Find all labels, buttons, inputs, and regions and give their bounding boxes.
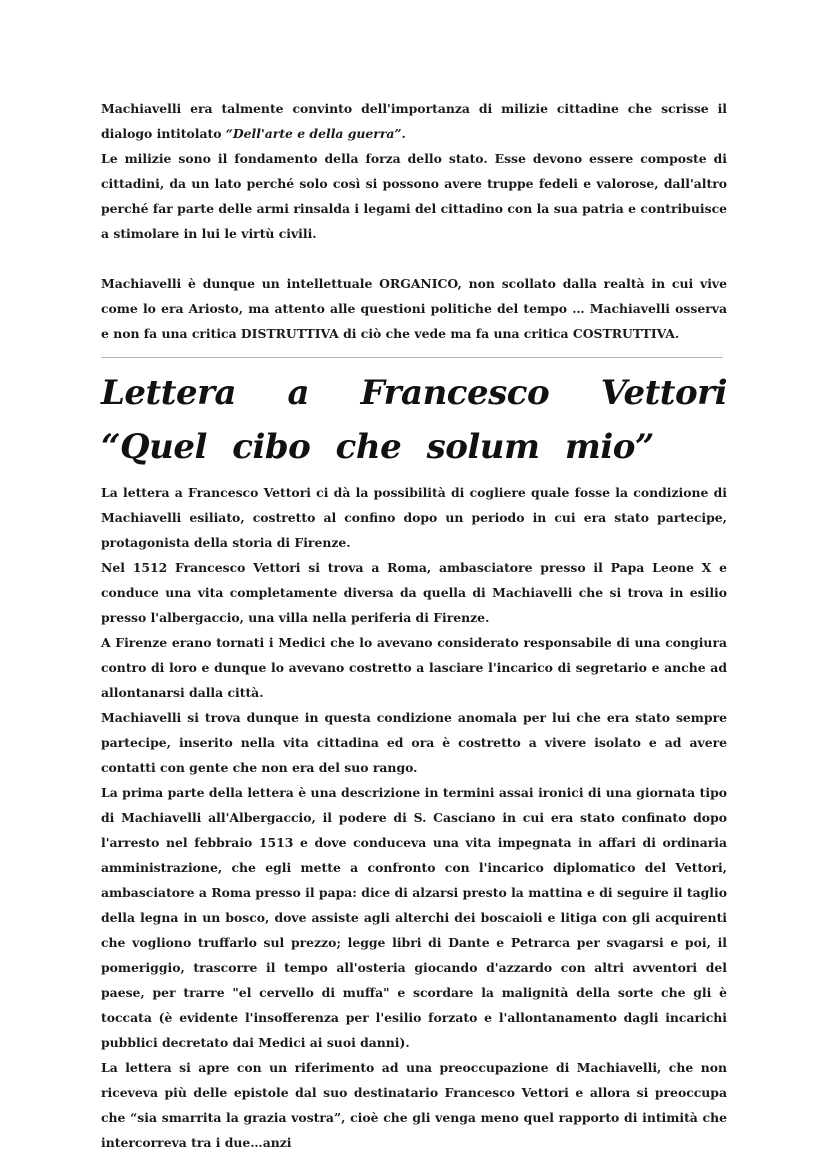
paragraph-spacer	[101, 246, 727, 271]
section-paragraph: Nel 1512 Francesco Vettori si trova a Roma, ambasciatore presso il Papa Leone X e conduce una vita completamente diversa da quella di Machiavelli che si trova in esilio presso l'albergaccio, una villa nella periferia di Firenze.	[101, 560, 727, 625]
section-body	[101, 480, 727, 1155]
section-title: Lettera a Francesco Vettori “Quel cibo che solum mio”	[101, 373, 727, 467]
intro-paragraph-1-text: Machiavelli era talmente convinto dell'importanza di milizie cittadine che scrisse il dialogo intitolato	[101, 101, 727, 141]
document-page	[101, 96, 727, 1155]
intro-paragraph-2: Le milizie sono il fondamento della forza dello stato. Esse devono essere composte di cittadini, da un lato perché solo così si possono avere truppe fedeli e valorose, dall'altro perché far parte delle armi rinsalda i legami del cittadino con la sua patria e contribuisce a stimolare in lui le virtù civili.	[101, 151, 727, 241]
intro-paragraph-1	[101, 96, 727, 146]
section-paragraph: La lettera a Francesco Vettori ci dà la possibilità di cogliere quale fosse la condizione di Machiavelli esiliato, costretto al confino dopo un periodo in cui era stato partecipe, protagonista della storia di Firenze.	[101, 485, 727, 550]
intro-paragraph-3: Machiavelli è dunque un intellettuale ORGANICO, non scollato dalla realtà in cui vive come lo era Ariosto, ma attento alle questioni politiche del tempo … Machiavelli osserva e non fa una critica DISTRUTTIVA di ciò che vede ma fa una critica COSTRUTTIVA.	[101, 276, 727, 341]
section-paragraph: Machiavelli si trova dunque in questa condizione anomala per lui che era stato sempre partecipe, inserito nella vita cittadina ed ora è costretto a vivere isolato e ad avere contatti con gente che non era del suo rango.	[101, 710, 727, 775]
dialogue-title: “Dell'arte e della guerra”.	[225, 126, 406, 141]
section-paragraph: La lettera si apre con un riferimento ad una preoccupazione di Machiavelli, che non riceveva più delle epistole dal suo destinatario Francesco Vettori e allora si preoccupa che “sia smarrita la grazia vostra”, cioè che gli venga meno quel rapporto di intimità che intercorreva tra i due…anzi	[101, 1060, 727, 1150]
section-paragraph: A Firenze erano tornati i Medici che lo avevano considerato responsabile di una congiura contro di loro e dunque lo avevano costretto a lasciare l'incarico di segretario e anche ad allontanarsi dalla città.	[101, 635, 727, 700]
section-paragraph: La prima parte della lettera è una descrizione in termini assai ironici di una giornata tipo di Machiavelli all'Albergaccio, il podere di S. Casciano in cui era stato confinato dopo l'arresto nel febbraio 1513 e dove conduceva una vita impegnata in affari di ordinaria amministrazione, che egli mette a confronto con l'incarico diplomatico del Vettori, ambasciatore a Roma presso il papa: dice di alzarsi presto la mattina e di seguire il taglio della legna in un bosco, dove assiste agli alterchi dei boscaioli e litiga con gli acquirenti che vogliono truffarlo sul prezzo; legge libri di Dante e Petrarca per svagarsi e poi, il pomeriggio, trascorre il tempo all'osteria giocando d'azzardo con altri avventori del paese, per trarre "el cervello di muffa" e scordare la malignità della sorte che gli è toccata (è evidente l'insofferenza per l'esilio forzato e l'allontanamento dagli incarichi pubblici decretato dai Medici ai suoi danni).	[101, 785, 727, 1050]
horizontal-divider	[101, 357, 723, 358]
